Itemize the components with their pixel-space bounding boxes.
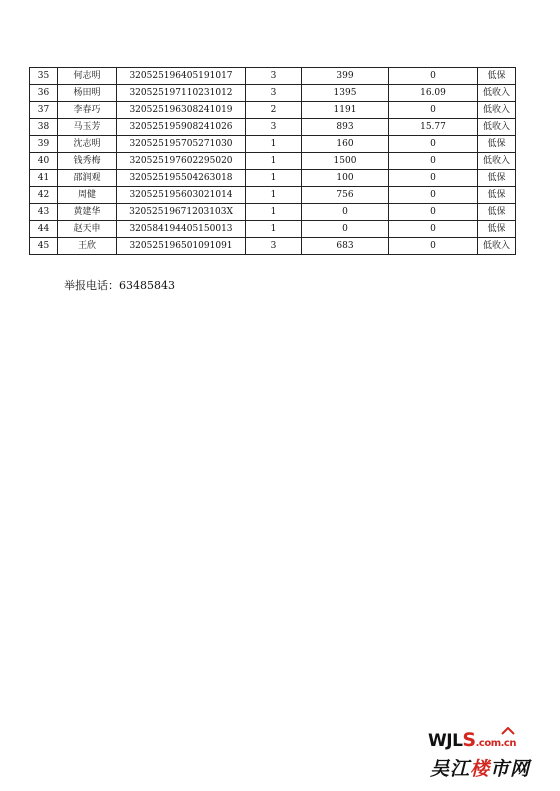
cell-serial: 42 xyxy=(30,187,58,204)
table-row xyxy=(30,187,516,204)
table-row xyxy=(30,119,516,136)
cell-serial: 40 xyxy=(30,153,58,170)
cell-name: 赵天申 xyxy=(58,221,117,238)
cell-income: 756 xyxy=(302,187,389,204)
table-row xyxy=(30,204,516,221)
cell-extra-amount: 0 xyxy=(389,68,478,85)
cell-serial: 36 xyxy=(30,85,58,102)
cell-category: 低保 xyxy=(478,187,516,204)
site-watermark-logo xyxy=(424,727,554,783)
cell-category: 低收入 xyxy=(478,85,516,102)
cell-income: 100 xyxy=(302,170,389,187)
cell-category: 低保 xyxy=(478,204,516,221)
cell-income: 399 xyxy=(302,68,389,85)
cell-extra-amount: 15.77 xyxy=(389,119,478,136)
cell-category: 低保 xyxy=(478,68,516,85)
cell-category: 低收入 xyxy=(478,119,516,136)
cell-household-size: 2 xyxy=(246,102,302,119)
logo-cn-part2: 楼 xyxy=(470,758,491,780)
cell-name: 邵润观 xyxy=(58,170,117,187)
cell-id-number: 320525195705271030 xyxy=(117,136,246,153)
cell-income: 0 xyxy=(302,221,389,238)
cell-name: 王欣 xyxy=(58,238,117,255)
table-row xyxy=(30,153,516,170)
roster-table xyxy=(29,67,516,255)
cell-category: 低保 xyxy=(478,170,516,187)
logo-cn-part3: 市网 xyxy=(490,758,531,780)
cell-extra-amount: 0 xyxy=(389,170,478,187)
cell-name: 何志明 xyxy=(58,68,117,85)
cell-name: 沈志明 xyxy=(58,136,117,153)
roster-table-body xyxy=(30,68,516,255)
logo-cn-part1: 吴江 xyxy=(430,758,471,780)
cell-extra-amount: 0 xyxy=(389,153,478,170)
cell-id-number: 320525196405191017 xyxy=(117,68,246,85)
cell-income: 1395 xyxy=(302,85,389,102)
cell-household-size: 1 xyxy=(246,204,302,221)
cell-income: 683 xyxy=(302,238,389,255)
cell-extra-amount: 0 xyxy=(389,136,478,153)
cell-serial: 35 xyxy=(30,68,58,85)
cell-extra-amount: 0 xyxy=(389,187,478,204)
cell-income: 0 xyxy=(302,204,389,221)
table-row xyxy=(30,85,516,102)
cell-category: 低收入 xyxy=(478,102,516,119)
cell-extra-amount: 0 xyxy=(389,221,478,238)
cell-name: 李春巧 xyxy=(58,102,117,119)
cell-serial: 39 xyxy=(30,136,58,153)
cell-serial: 37 xyxy=(30,102,58,119)
cell-name: 钱秀梅 xyxy=(58,153,117,170)
table-row xyxy=(30,238,516,255)
cell-serial: 44 xyxy=(30,221,58,238)
table-row xyxy=(30,221,516,238)
logo-brand-main: WJL xyxy=(428,731,463,751)
report-hotline: 举报电话：63485843 xyxy=(64,279,175,292)
cell-id-number: 320525196308241019 xyxy=(117,102,246,119)
cell-income: 1191 xyxy=(302,102,389,119)
logo-chinese-name xyxy=(430,754,530,781)
cell-household-size: 1 xyxy=(246,187,302,204)
table-row xyxy=(30,68,516,85)
cell-id-number: 320525197602295020 xyxy=(117,153,246,170)
table-row xyxy=(30,136,516,153)
table-row xyxy=(30,102,516,119)
cell-id-number: 320525195504263018 xyxy=(117,170,246,187)
cell-name: 杨田明 xyxy=(58,85,117,102)
cell-id-number: 320525196501091091 xyxy=(117,238,246,255)
table-row xyxy=(30,170,516,187)
cell-name: 黄建华 xyxy=(58,204,117,221)
cell-id-number: 320525197110231012 xyxy=(117,85,246,102)
cell-id-number: 320584194405150013 xyxy=(117,221,246,238)
cell-category: 低收入 xyxy=(478,238,516,255)
cell-household-size: 3 xyxy=(246,85,302,102)
cell-id-number: 32052519671203103X xyxy=(117,204,246,221)
cell-household-size: 1 xyxy=(246,136,302,153)
cell-name: 马玉芳 xyxy=(58,119,117,136)
cell-id-number: 320525195603021014 xyxy=(117,187,246,204)
logo-wordmark xyxy=(428,729,516,751)
cell-household-size: 3 xyxy=(246,68,302,85)
cell-extra-amount: 0 xyxy=(389,102,478,119)
cell-serial: 43 xyxy=(30,204,58,221)
logo-brand-s: S xyxy=(462,729,476,751)
cell-extra-amount: 0 xyxy=(389,238,478,255)
cell-serial: 41 xyxy=(30,170,58,187)
cell-id-number: 320525195908241026 xyxy=(117,119,246,136)
cell-household-size: 3 xyxy=(246,238,302,255)
cell-extra-amount: 0 xyxy=(389,204,478,221)
cell-household-size: 1 xyxy=(246,170,302,187)
cell-serial: 38 xyxy=(30,119,58,136)
cell-extra-amount: 16.09 xyxy=(389,85,478,102)
cell-name: 周健 xyxy=(58,187,117,204)
cell-income: 160 xyxy=(302,136,389,153)
cell-serial: 45 xyxy=(30,238,58,255)
cell-household-size: 1 xyxy=(246,221,302,238)
cell-household-size: 1 xyxy=(246,153,302,170)
cell-household-size: 3 xyxy=(246,119,302,136)
cell-category: 低保 xyxy=(478,221,516,238)
cell-category: 低保 xyxy=(478,136,516,153)
cell-category: 低收入 xyxy=(478,153,516,170)
cell-income: 893 xyxy=(302,119,389,136)
logo-domain: .com.cn xyxy=(475,738,516,749)
cell-income: 1500 xyxy=(302,153,389,170)
